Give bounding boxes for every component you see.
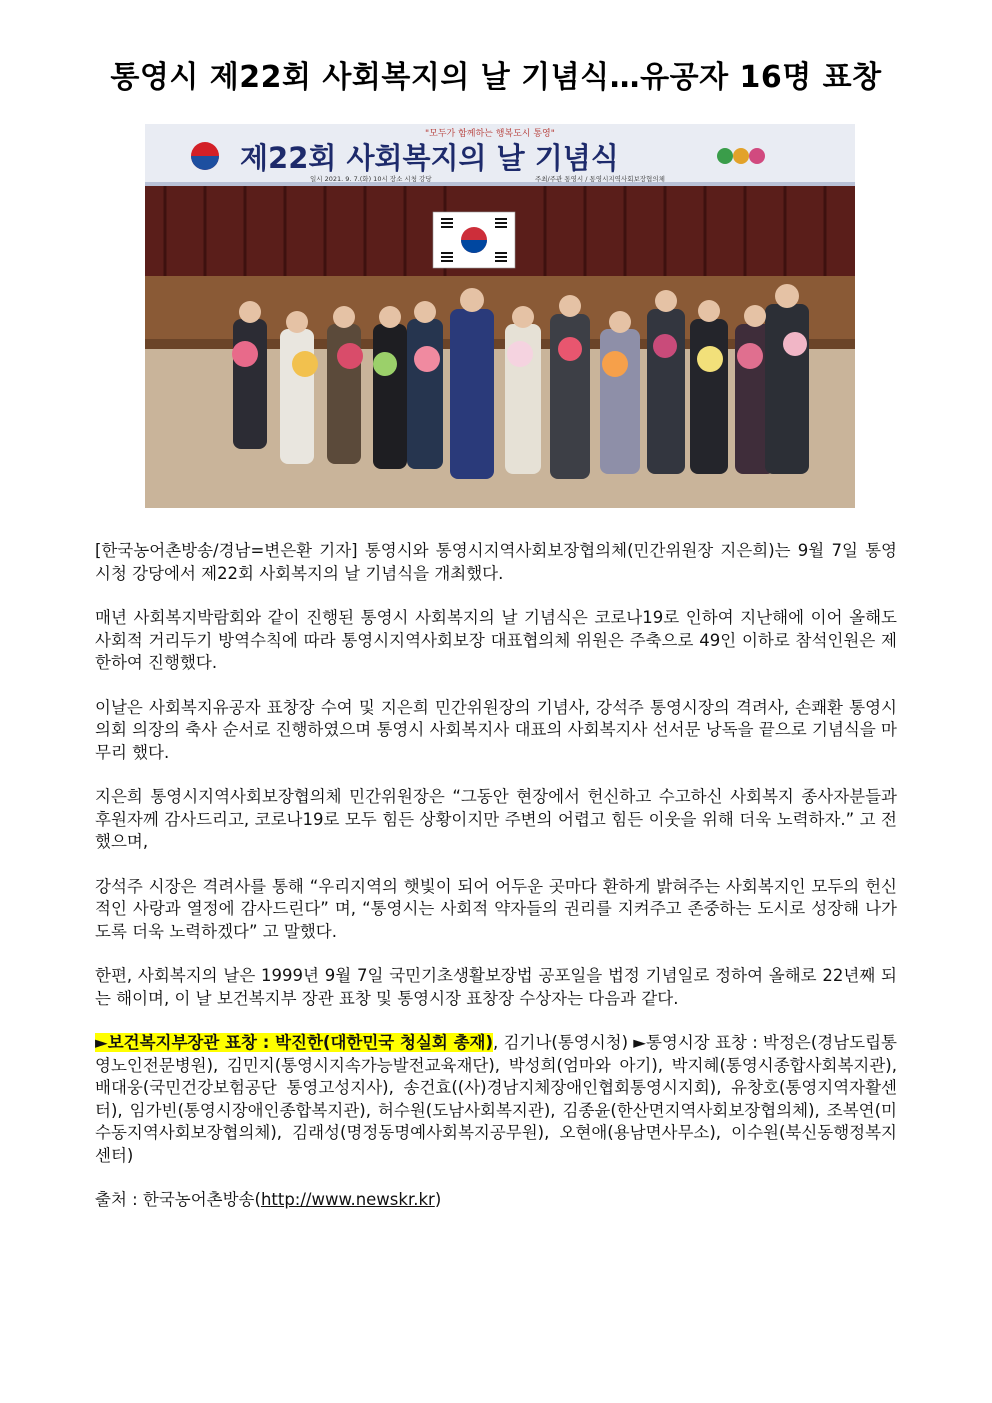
banner-info-right: 주최/주관 통영시 / 통영시지역사회보장협의체: [535, 175, 665, 183]
paragraph: [한국농어촌방송/경남=변은환 기자] 통영시와 통영시지역사회보장협의체(민간위원장 지은희)는 9월 7일 통영시청 강당에서 제22회 사회복지의 날 기념식을 개최했다.: [95, 541, 897, 583]
korean-flag-icon: [433, 212, 515, 268]
paragraph: 이날은 사회복지유공자 표창장 수여 및 지은희 민간위원장의 기념사, 강석주 통영시장의 격려사, 손쾌환 통영시의회 의장의 축사 순서로 진행하였으며 통영시 사회복지사 대표의 사회복지사 선서문 낭독을 끝으로 기념식을 마무리 했다.: [95, 697, 897, 762]
article-title: 통영시 제22회 사회복지의 날 기념식…유공자 16명 표창: [110, 60, 882, 95]
ceremony-photo: [145, 124, 855, 508]
emblem-icon: [717, 148, 765, 164]
banner-title: 제22회 사회복지의 날 기념식: [240, 141, 619, 175]
source-line: [95, 1189, 897, 1212]
paragraph: 강석주 시장은 격려사를 통해 “우리지역의 햇빛이 되어 어두운 곳마다 환하게 밝혀주는 사회복지인 모두의 헌신적인 사랑과 열정에 감사드린다” 며, “통영시는 사회적 약자들의 권리를 지켜주고 존중하는 도시로 성장해 나가도록 더욱 노력하겠다” 고 말했다.: [95, 876, 897, 941]
paragraph: 매년 사회복지박람회와 같이 진행된 통영시 사회복지의 날 기념식은 코로나19로 인하여 지난해에 이어 올해도 사회적 거리두기 방역수칙에 따라 통영시지역사회보장 대표협의체 위원은 주축으로 49인 이하로 참석인원은 제한하여 진행했다.: [95, 608, 897, 672]
banner-info-left: 일시 2021. 9. 7.(화) 10시 장소 시청 강당: [310, 175, 432, 183]
award-recipients: , 김기나(통영시청) ►통영시장 표창 : 박정은(경남도립통영노인전문병원), 김민지(통영시지속가능발전교육재단), 박성희(엄마와 아기), 박지혜(통영시종합사회복지관), 배대웅(국민건강보험공단 통영고성지사), 송건효((사)경남지체장애인협회통영시지회), 유창호(통영지역자활센터), 임가빈(통영시장애인종합복지관), 허수원(도남사회복지관), 김종윤(한산면지역사회보장협의체), 조복연(미수동지역사회보장협의체), 김래성(명정동명예사회복지공무원), 오현애(용남면사무소), 이수원(북신동행정복지센터): [95, 1033, 897, 1165]
paragraph: 한편, 사회복지의 날은 1999년 9월 7일 국민기초생활보장법 공포일을 법정 기념일로 정하여 올해로 22년째 되는 해이며, 이 날 보건복지부 장관 표창 및 통영시장 표창장 수상자는 다음과 같다.: [95, 966, 897, 1008]
highlighted-award: ►보건복지부장관 표창 : 박진한(대한민국 청실회 총재): [95, 1033, 494, 1052]
banner-slogan: "모두가 함께하는 행복도시 통영": [425, 129, 555, 139]
taeguk-logo-icon: [191, 142, 219, 170]
source-suffix: ): [434, 1190, 442, 1209]
source-link[interactable]: http://www.newskr.kr: [260, 1190, 435, 1209]
source-prefix: 출처 : 한국농어촌방송(: [95, 1190, 261, 1209]
awards-list: [95, 1032, 897, 1167]
paragraph: 지은희 통영시지역사회보장협의체 민간위원장은 “그동안 현장에서 헌신하고 수고하신 사회복지 종사자분들과 후원자께 감사드리고, 코로나19로 모두 힘든 상황이지만 주변의 어렵고 힘든 이웃을 위해 더욱 노력하자.” 고 전했으며,: [95, 787, 897, 851]
article-body: [95, 540, 897, 1234]
